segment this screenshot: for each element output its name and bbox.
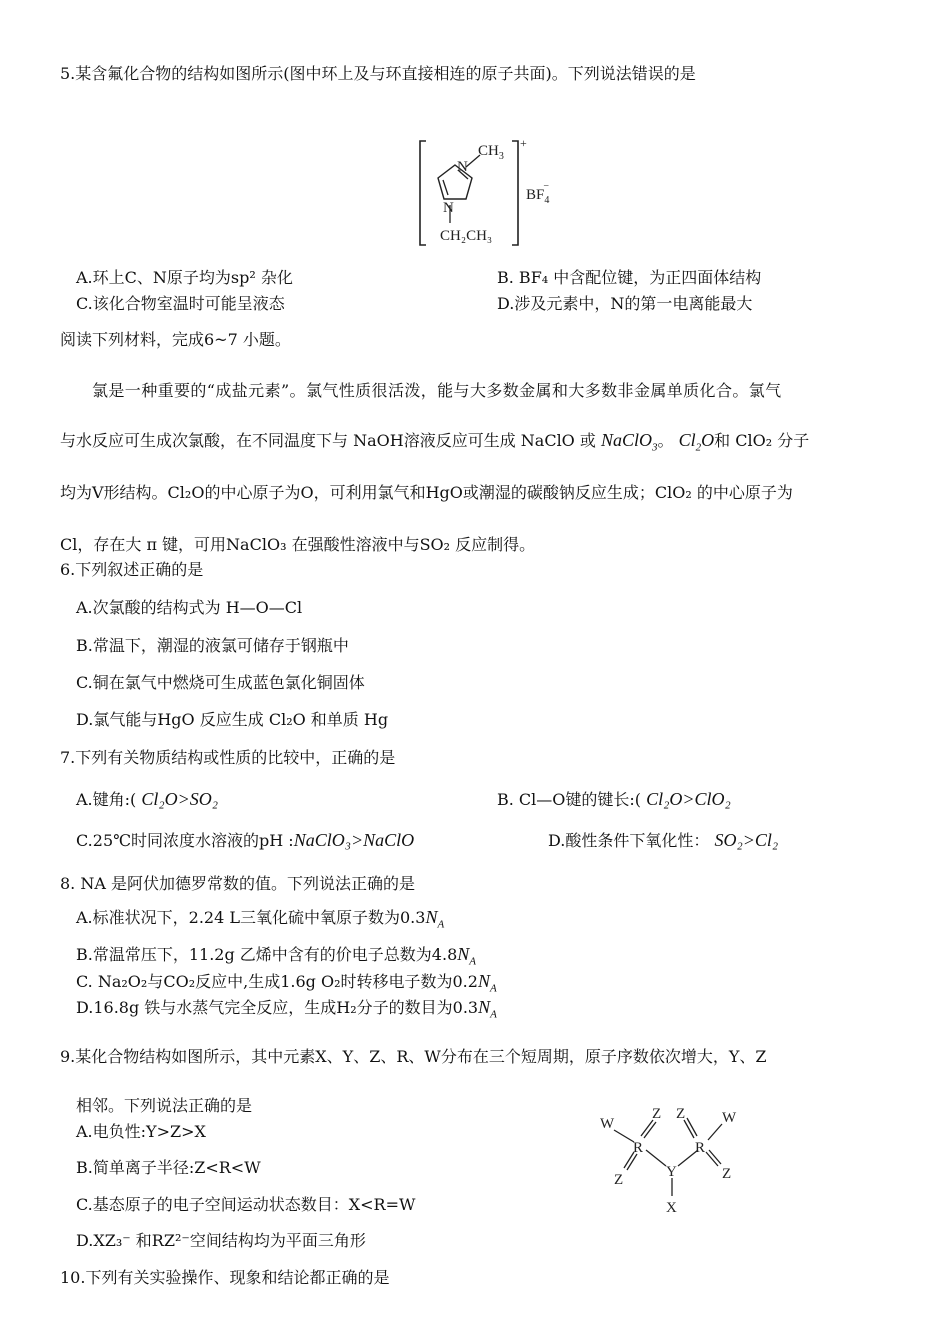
q6-option-d: D.氯气能与HgO 反应生成 Cl₂O 和单质 Hg <box>76 710 389 729</box>
q5-option-d: D.涉及元素中，N的第一电离能最大 <box>497 294 753 313</box>
q6-option-c: C.铜在氯气中燃烧可生成蓝色氯化铜固体 <box>76 673 365 692</box>
q7-stem: 7.下列有关物质结构或性质的比较中，正确的是 <box>60 748 396 767</box>
material-line-1: 氯是一种重要的“成盐元素”。氯气性质很活泼，能与大多数金属和大多数非金属单质化合。氯气 <box>92 381 782 400</box>
q5-stem: 5.某含氟化合物的结构如图所示(图中环上及与环直接相连的原子共面)。下列说法错误的是 <box>60 64 696 83</box>
n-top-label: N <box>457 159 468 175</box>
ch3-label: $CH_3$ <box>478 143 504 162</box>
cation-charge: + <box>520 136 527 150</box>
material-line-4: Cl，存在大 π 键，可用NaClO₃ 在强酸性溶液中与SO₂ 反应制得。 <box>60 535 536 554</box>
atom-y: Y <box>666 1164 677 1180</box>
ch2ch3-label: CH₂CH₃ <box>440 228 493 244</box>
atom-w-right: W <box>722 1110 737 1126</box>
q8-option-a: A.标准状况下，2.24 L三氧化硫中氧原子数为$0.3N_A$ <box>76 907 445 931</box>
q9-option-c: C.基态原子的电子空间运动状态数目：X<R=W <box>76 1195 416 1214</box>
q8-option-d: D.16.8g 铁与水蒸气完全反应，生成H₂分子的数目为$0.3N_A$ <box>76 997 497 1021</box>
q7-option-a: A.键角:( Cl₂O>SO₂ <box>76 789 219 809</box>
atom-x: X <box>666 1200 677 1216</box>
q6-option-b: B.常温下，潮湿的液氯可储存于钢瓶中 <box>76 636 349 655</box>
n-bottom-label: N <box>443 200 454 216</box>
q10-stem: 10.下列有关实验操作、现象和结论都正确的是 <box>60 1268 390 1287</box>
bf4-label: $BF_4-$ <box>526 181 550 206</box>
q9-stem-line-2: 相邻。下列说法正确的是 <box>76 1096 253 1115</box>
atom-w-left: W <box>600 1116 615 1132</box>
q9-stem-line-1: 9.某化合物结构如图所示，其中元素X、Y、Z、R、W分布在三个短周期，原子序数依次增大，Y、Z <box>60 1047 767 1066</box>
q9-option-d: D.XZ₃⁻ 和RZ²⁻空间结构均为平面三角形 <box>76 1231 366 1250</box>
material-line-2: 与水反应可生成次氯酸，在不同温度下与 NaOH溶液反应可生成 NaClO 或 NaClO$_3$。 $Cl_2O$和 ClO₂ 分子 <box>60 430 810 454</box>
q7-option-c: C.25℃时同浓度水溶液的pH :NaClO₃>NaClO <box>76 830 415 850</box>
q7-option-d: D.酸性条件下氧化性： SO₂>Cl₂ <box>548 830 779 850</box>
reading-intro: 阅读下列材料，完成6~7 小题。 <box>60 330 291 349</box>
atom-z-bottom-left: Z <box>614 1172 624 1188</box>
atom-r-left: R <box>633 1140 644 1156</box>
atom-z-bottom-right: Z <box>722 1166 732 1182</box>
q6-option-a: A.次氯酸的结构式为 H—O—Cl <box>76 598 303 617</box>
atom-z-top-left: Z <box>652 1106 662 1122</box>
q6-stem: 6.下列叙述正确的是 <box>60 560 204 579</box>
q9-structure-figure <box>596 1104 756 1219</box>
q8-stem: 8. NA 是阿伏加德罗常数的值。下列说法正确的是 <box>60 874 415 893</box>
atom-r-right: R <box>695 1140 706 1156</box>
q5-option-a: A.环上C、N原子均为sp² 杂化 <box>76 268 293 287</box>
q5-structure-figure <box>410 133 570 253</box>
q9-option-a: A.电负性:Y>Z>X <box>76 1122 206 1141</box>
atom-z-top-right: Z <box>676 1106 686 1122</box>
q5-option-c: C.该化合物室温时可能呈液态 <box>76 294 285 313</box>
q8-option-b: B.常温常压下，11.2g 乙烯中含有的价电子总数为$4.8N_A$ <box>76 944 476 968</box>
material-line-3: 均为V形结构。Cl₂O的中心原子为O，可利用氯气和HgO或潮湿的碳酸钠反应生成；ClO₂ 的中心原子为 <box>60 483 793 502</box>
q8-option-c: C. Na₂O₂与CO₂反应中,生成1.6g O₂时转移电子数为$0.2N_A$ <box>76 971 497 995</box>
q9-option-b: B.简单离子半径:Z<R<W <box>76 1158 261 1177</box>
q7-option-b: B. Cl—O键的键长:( Cl₂O>ClO₂ <box>497 789 731 809</box>
q5-option-b: B. BF₄ 中含配位键，为正四面体结构 <box>497 268 762 287</box>
